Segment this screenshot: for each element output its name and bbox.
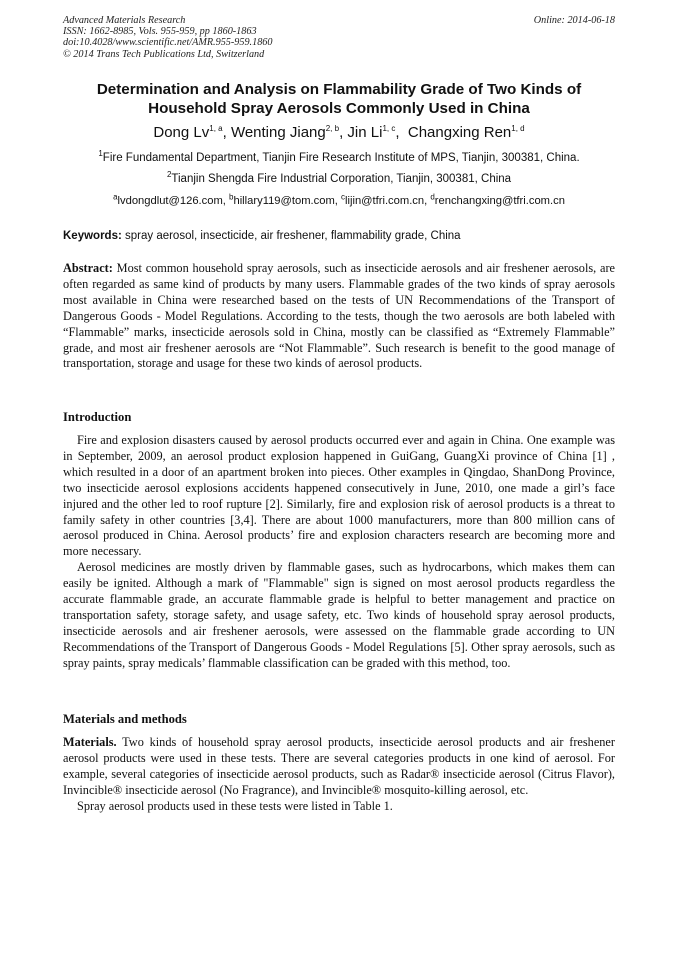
affiliation-2 — [63, 172, 615, 186]
affiliation-1 — [63, 151, 615, 165]
author-sup: 1, d — [511, 124, 525, 133]
author-name: Changxing Ren — [407, 124, 512, 141]
methods-heading: Materials and methods — [63, 712, 187, 726]
materials-paragraph-2: Spray aerosol products used in these tests were listed in Table 1. — [77, 798, 393, 813]
email-sup: c — [341, 192, 345, 202]
email-sup: b — [229, 192, 234, 202]
intro-paragraph-1: Fire and explosion disasters caused by aerosol products occurred ever and again in China. One example was in September, 2009, an aerosol product explosion happened in GuiGang, GuangXi province of China [1] , which resulted in a door of an apartment broken into pieces. Other examples in Qingdao, ShanDong Province, two insecticide aerosol explosions accidents happened consecutively in June, 2010, one made a girl’s face injured and the other led to roof rupture [2]. Similarly, fire and explosion risk of aerosol products is a threat to family safety in other countries [3,4]. There are about 1000 manufacturers, more than 800 million cans of aerosol produced in China. Aerosol products’ fire and explosion characters research are becoming more and more necessary. — [63, 433, 615, 559]
doi-line[interactable]: doi:10.4028/www.scientific.net/AMR.955-959.1860 — [63, 37, 273, 49]
author-sup: 1, c — [382, 124, 396, 133]
materials-paragraph-1: Two kinds of household spray aerosol products, insecticide aerosol products and air freshener aerosol products were used in these tests. There are several categories products in one kind of aerosol. For example, several categories of insecticide aerosol products, such as Radar® insecticide aerosol (Citrus Flavor), Invincible® insecticide aerosol (No Fragrance), and Invincible® mosquito-killing aerosol, etc. — [63, 735, 615, 797]
journal-header — [63, 15, 615, 60]
author-sup: 1, a — [209, 124, 223, 133]
author-sup: 2, b — [325, 124, 340, 133]
affiliation-sup: 2 — [166, 170, 172, 180]
copyright-line: © 2014 Trans Tech Publications Ltd, Switzerland — [63, 48, 265, 60]
methods-body — [63, 735, 615, 815]
email-sup: a — [113, 192, 118, 202]
author-name: Wenting Jiang — [230, 124, 326, 141]
journal-name: Advanced Materials Research — [63, 15, 186, 26]
email-link[interactable]: lijin@tfri.com.cn — [345, 195, 425, 207]
affiliation-sup: 1 — [98, 149, 103, 159]
issn-line: ISSN: 1662-8985, Vols. 955-959, pp 1860-1863 — [63, 26, 257, 38]
email-sup: d — [430, 192, 435, 202]
email-list: $^a$lvdongdlut@126.com, $^b$hillary119@tom.com, $^c$lijin@tfri.com.cn, $^d$renchangxing@tfri.com.cn — [113, 192, 565, 207]
intro-paragraph-2: Aerosol medicines are mostly driven by flammable gases, such as hydrocarbons, which makes them can easily be ignited. Although a mark of "Flammable" sign is signed on most aerosol products regardless the accurate flammable grade, an accurate flammable grade is helpful to better management and practice on transportation safety, storage safety, and usage safety, etc. Two kinds of household spray aerosol products, insecticide aerosols and air freshener aerosols, were assessed on the flammable grade according to UN Recommendations of the Transport of Dangerous Goods - Model Regulations [5]. Other spray aerosols, such as spray paints, spray medicals’ flammable classification can be graded with this method, too. — [63, 560, 615, 670]
affiliation-text: Tianjin Shengda Fire Industrial Corporation, Tianjin, 300381, China — [171, 173, 512, 185]
keywords-line — [63, 229, 615, 244]
online-date: Online: 2014-06-18 — [533, 15, 615, 26]
author-name: Jin Li — [347, 124, 383, 141]
introduction-heading: Introduction — [63, 410, 132, 424]
title-line-1: Determination and Analysis on Flammability Grade of Two Kinds of — [96, 81, 582, 98]
introduction-body — [63, 433, 615, 672]
materials-label: Materials. — [63, 735, 117, 749]
keywords-label: Keywords: — [63, 230, 122, 242]
author-list: Dong Lv$^{1, a}$, Wenting Jiang$^{2, b}$, Jin Li$^{1, c}$, Changxing Ren$^{1, d}$ — [153, 124, 525, 141]
email-link[interactable]: lvdongdlut@126.com — [117, 195, 223, 207]
paper-title — [63, 80, 615, 118]
keywords-text: spray aerosol, insecticide, air freshener, flammability grade, China — [125, 230, 461, 242]
abstract-label: Abstract: — [63, 261, 113, 275]
email-link[interactable]: renchangxing@tfri.com.cn — [434, 195, 565, 207]
abstract — [63, 261, 615, 372]
abstract-text: Most common household spray aerosols, such as insecticide aerosols and air freshener aerosols, are often regarded as same kind of products by many users. Flammable grades of the two kinds of spray aerosols most available in China were researched based on the tests of UN Recommendations of the Transport of Dangerous Goods - Model Regulations. According to the tests, though the two aerosols are both labeled with “Flammable” marks, insecticide aerosols sold in China, mostly can be classified as “Extremely Flammable” grade, and most air freshener aerosols are “Not Flammable”. Such research is benefit to the good manage of transportation, storage and usage for these two kinds of aerosol products. — [63, 261, 616, 371]
affiliation-text: Fire Fundamental Department, Tianjin Fire Research Institute of MPS, Tianjin, 300381, China. — [102, 152, 580, 164]
title-line-2: Household Spray Aerosols Commonly Used in China — [148, 100, 530, 117]
author-name: Dong Lv — [153, 124, 210, 141]
email-link[interactable]: hillary119@tom.com — [233, 195, 335, 207]
